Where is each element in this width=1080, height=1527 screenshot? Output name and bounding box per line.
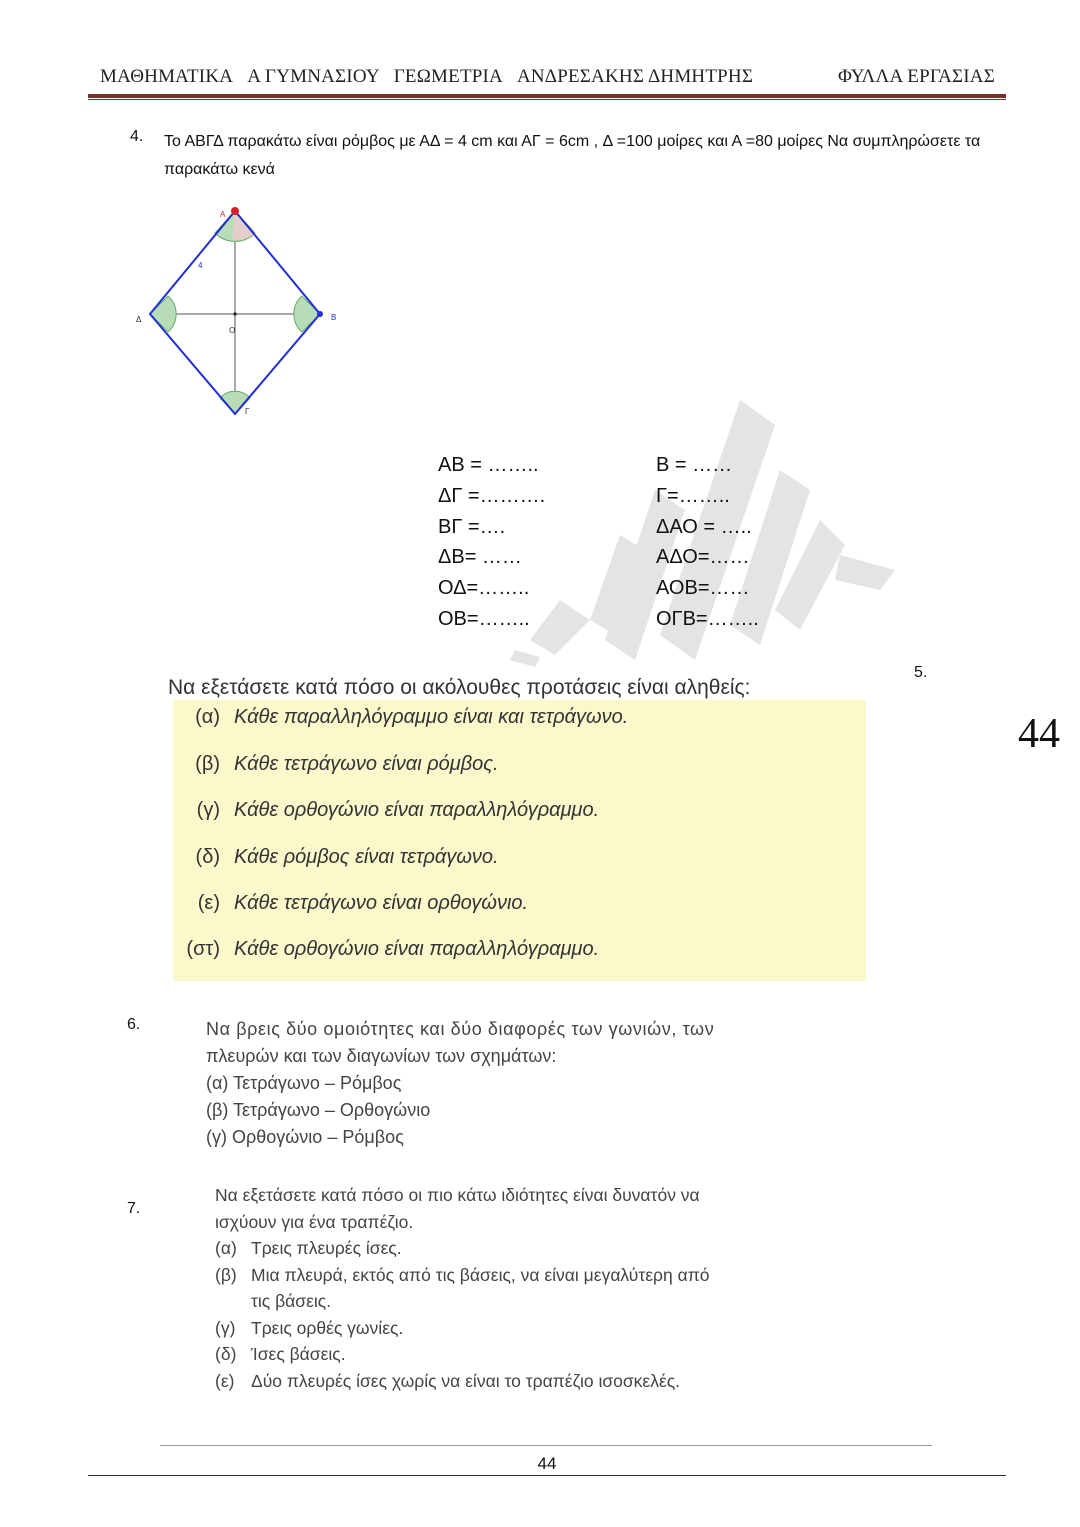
side-length-label: 4 [198,261,203,270]
question-6-block [206,1016,826,1151]
statement-item: (στ) Κάθε ορθογώνιο είναι παραλληλόγραμμο. [186,938,600,960]
footer-rule-bottom [88,1475,1006,1476]
page-header [100,66,995,90]
vertex-B-point [317,311,323,317]
statement-item: (α) Κάθε παραλληλόγραμμο είναι και τετράγωνο. [195,706,629,728]
list-item: (γ) Ορθογώνιο – Ρόμβος [206,1127,404,1147]
angle-B-marker [294,296,320,332]
answer-blank: ΟΔ=…….. [438,577,530,600]
question-number-6: 6. [127,1016,141,1033]
vertex-A-label: Α [220,210,226,219]
answer-blank: ΑΟΒ=…… [656,577,750,600]
footer-rule-top [160,1445,932,1446]
statement-item: (β) Κάθε τετράγωνο είναι ρόμβος. [195,753,499,775]
list-item: (α) Τετράγωνο – Ρόμβος [206,1073,402,1093]
vertex-G-label: Γ [245,407,250,416]
answer-blank: ΔΑΟ = ….. [656,515,752,538]
answer-blank: ΒΓ =…. [438,515,506,538]
list-item: (ε) Δύο πλευρές ίσες χωρίς να είναι το τραπέζιο ισοσκελές. [215,1370,681,1391]
question-number-7: 7. [127,1200,141,1217]
question-6-line: Να βρεις δύο ομοιότητες και δύο διαφορές των γωνιών, των [206,1019,715,1039]
header-rule-thin [88,99,1006,100]
answer-blank: ΔΒ= …… [438,546,522,569]
question-7-line: ισχύουν για ένα τραπέζιο. [215,1211,414,1232]
angle-D-marker [150,296,176,332]
answers-right-column [656,450,759,635]
center-label: Ο [229,326,236,335]
header-grade: Α ΓΥΜΝΑΣΙΟΥ [247,66,380,87]
vertex-A-point [231,207,239,215]
question-number-5: 5. [914,664,928,681]
list-item: (δ) Ίσες βάσεις. [215,1344,346,1364]
answer-blank: ΟΓΒ=…….. [656,607,759,630]
statement-item: (ε) Κάθε τετράγωνο είναι ορθογώνιο. [197,892,529,914]
vertex-D-label: Δ [136,315,142,324]
footer-page-number: 44 [537,1454,557,1473]
rhombus-figure [130,200,360,425]
vertex-B-label: Β [331,313,337,322]
answer-blank: Β = …… [656,454,733,476]
list-item: τις βάσεις. [251,1291,332,1311]
header-author: ΑΝΔΡΕΣΑΚΗΣ ΔΗΜΗΤΡΗΣ [516,66,754,87]
question-5-title: Να εξετάσετε κατά πόσο οι ακόλουθες προτάσεις είναι αληθείς: [168,676,751,699]
header-sheet: ΦΥΛΛΑ ΕΡΓΑΣΙΑΣ [838,66,995,87]
question-number-4: 4. [130,128,144,145]
header-rule [88,94,1006,98]
question-4-text: Το ΑΒΓΔ παρακάτω είναι ρόμβος με ΑΔ = 4 cm και ΑΓ = 6cm , Δ =100 μοίρες και Α =80 μοίρες Να συμπληρώσετε τα παρακάτω κενά [164,133,981,178]
question-7-line: Να εξετάσετε κατά πόσο οι πιο κάτω ιδιότητες είναι δυνατόν να [215,1185,700,1205]
answer-blank: ΟΒ=…….. [438,607,530,630]
answer-blank: ΔΓ =………. [438,484,546,507]
list-item: (α) Τρεις πλευρές ίσες. [215,1238,402,1258]
question-6-line: πλευρών και των διαγωνίων των σχημάτων: [206,1046,557,1066]
side-page-number: 44 [1018,711,1060,757]
answer-blank: ΑΔΟ=…… [656,546,750,569]
header-subject: ΜΑΘΗΜΑΤΙΚΑ [100,66,234,87]
list-item: (β) Μια πλευρά, εκτός από τις βάσεις, να είναι μεγαλύτερη από [215,1264,710,1285]
list-item: (β) Τετράγωνο – Ορθογώνιο [206,1100,431,1120]
answers-left-column [438,450,545,635]
answer-blank: Γ=…….. [656,484,730,507]
header-topic: ΓΕΩΜΕΤΡΙΑ [393,66,503,87]
statement-item: (δ) Κάθε ρόμβος είναι τετράγωνο. [195,846,499,868]
statement-item: (γ) Κάθε ορθογώνιο είναι παραλληλόγραμμο. [196,799,600,821]
answer-blank: ΑΒ = …….. [438,454,539,476]
center-point [233,312,237,316]
list-item: (γ) Τρεις ορθές γωνίες. [215,1317,404,1338]
question-7-block [215,1182,710,1394]
